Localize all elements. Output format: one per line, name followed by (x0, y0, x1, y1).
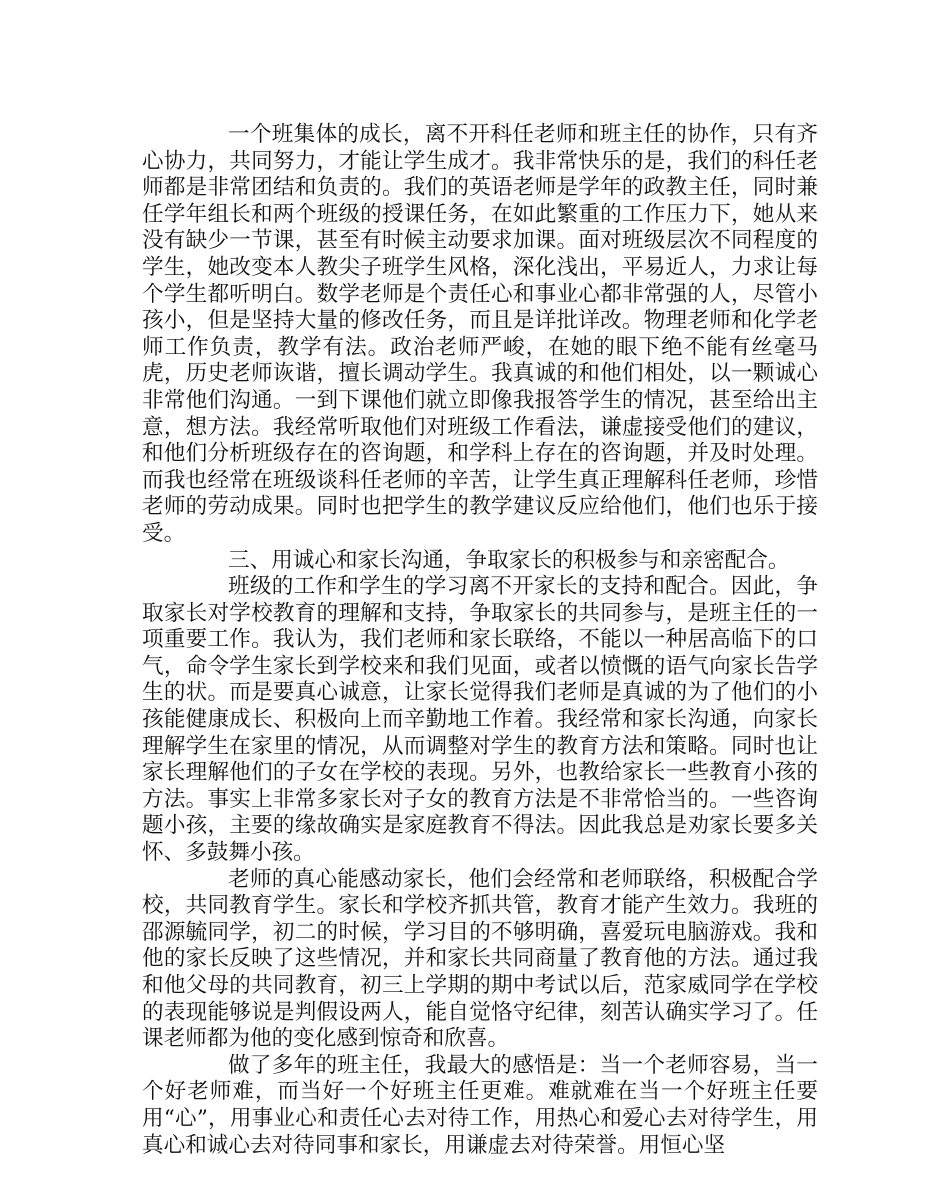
paragraph-parent-support: 班级的工作和学生的学习离不开家长的支持和配合。因此，争取家长对学校教育的理解和支持，争取家长的共同参与，是班主任的一项重要工作。我认为，我们老师和家长联络，不能以一种居高临下的口气，命令学生家长到学校来和我们见面，或者以愤慨的语气向家长告学生的状。而是要真心诚意，让家长觉得我们老师是真诚的为了他们的小孩能健康成长、积极向上而辛勤地工作着。我经常和家长沟通，向家长理解学生在家里的情况，从而调整对学生的教育方法和策略。同时也让家长理解他们的子女在学校的表现。另外，也教给家长一些教育小孩的方法。事实上非常多家长对子女的教育方法是不非常恰当的。一些咨询题小孩，主要的缘故确实是家庭教育不得法。因此我总是劝家长要多关怀、多鼓舞小孩。 (142, 574, 818, 866)
document-page (142, 122, 818, 1159)
paragraph-teacher-cooperation: 一个班集体的成长，离不开科任老师和班主任的协作，只有齐心协力，共同努力，才能让学生成才。我非常快乐的是，我们的科任老师都是非常团结和负责的。我们的英语老师是学年的政教主任，同时兼任学年组长和两个班级的授课任务，在如此繁重的工作压力下，她从来没有缺少一节课，甚至有时候主动要求加课。面对班级层次不同程度的学生，她改变本人教尖子班学生风格，深化浅出，平易近人，力求让每个学生都听明白。数学老师是个责任心和事业心都非常强的人，尽管小孩小，但是坚持大量的修改任务，而且是详批详改。物理老师和化学老师工作负责，教学有法。政治老师严峻，在她的眼下绝不能有丝毫马虎，历史老师诙谐，擅长调动学生。我真诚的和他们相处，以一颗诚心非常他们沟通。一到下课他们就立即像我报答学生的情况，甚至给出主意，想方法。我经常听取他们对班级工作看法，谦虚接受他们的建议，和他们分析班级存在的咨询题，和学科上存在的咨询题，并及时处理。而我也经常在班级谈科任老师的辛苦，让学生真正理解科任老师，珍惜老师的劳动成果。同时也把学生的教学建议反应给他们，他们也乐于接受。 (142, 122, 818, 546)
section-heading-parent-communication: 三、用诚心和家长沟通，争取家长的积极参与和亲密配合。 (228, 547, 790, 573)
paragraph-student-example: 老师的真心能感动家长，他们会经常和老师联络，积极配合学校，共同教育学生。家长和学校齐抓共管，教育才能产生效力。我班的邵源毓同学，初二的时候，学习目的不够明确，喜爱玩电脑游戏。我和他的家长反映了这些情况，并和家长共同商量了教育他的方法。通过我和他父母的共同教育，初三上学期的期中考试以后，范家威同学在学校的表现能够说是判假设两人，能自觉恪守纪律，刻苦认确实学习了。任课老师都为他的变化感到惊奇和欣喜。 (142, 866, 818, 1052)
paragraph-reflection: 做了多年的班主任，我最大的感悟是：当一个老师容易，当一个好老师难，而当好一个好班主任更难。难就难在当一个好班主任要用“心”，用事业心和责任心去对待工作，用热心和爱心去对待学生，用真心和诚心去对待同事和家长，用谦虚去对待荣誉。用恒心坚 (142, 1052, 818, 1158)
